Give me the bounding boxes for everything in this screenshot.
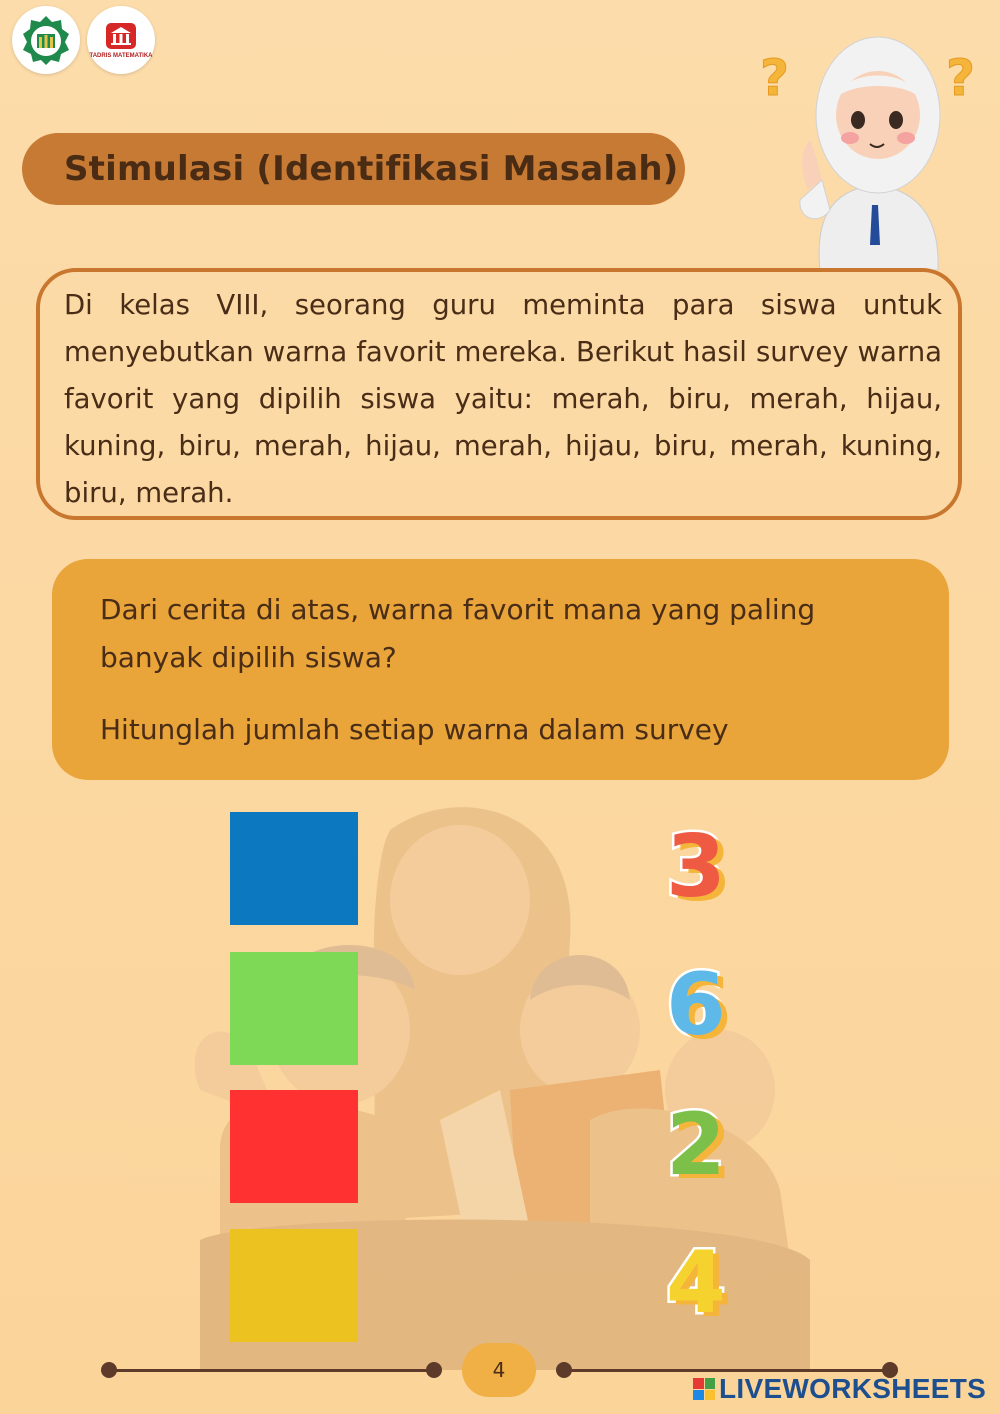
count-biru: 3 [666, 817, 726, 917]
brand-name: LIVEWORKSHEETS [719, 1373, 987, 1404]
logo-caption: TADRIS MATEMATIKA [89, 53, 153, 59]
svg-text:?: ? [946, 49, 976, 107]
liveworksheets-brand[interactable] [693, 1373, 986, 1405]
swatch-merah [230, 1090, 358, 1203]
institute-logo [12, 6, 80, 74]
page-number: 4 [462, 1343, 536, 1397]
liveworksheets-logo-icon [693, 1378, 715, 1400]
footer-line-right [565, 1369, 890, 1372]
section-title-pill [22, 133, 685, 205]
section-title: Stimulasi (Identifikasi Masalah) [64, 149, 679, 189]
story-text: Di kelas VIII, seorang guru meminta para siswa untuk menyebutkan warna favorit mereka. Berikut hasil survey warna favorit yang dipilih siswa yaitu: merah, biru, merah, hijau, kuning, biru, merah, hijau, merah, hijau, biru, merah, kuning, biru, merah. [64, 289, 942, 509]
footer-dot [426, 1362, 442, 1378]
svg-text:?: ? [760, 49, 790, 107]
swatch-hijau [230, 952, 358, 1065]
count-kuning: 4 [666, 1233, 726, 1333]
tadris-matematika-logo-icon [104, 21, 138, 51]
thinking-girl-illustration [760, 20, 990, 270]
count-merah: 2 [666, 1095, 726, 1195]
footer-dot [101, 1362, 117, 1378]
footer-dot [556, 1362, 572, 1378]
swatch-biru [230, 812, 358, 925]
footer-line-left [110, 1369, 435, 1372]
tadris-matematika-logo [87, 6, 155, 74]
count-hijau: 6 [666, 955, 726, 1055]
institute-emblem-icon [20, 14, 72, 66]
swatch-kuning [230, 1229, 358, 1342]
question-text: Dari cerita di atas, warna favorit mana yang paling banyak dipilih siswa? [100, 593, 816, 674]
instruction-text: Hitunglah jumlah setiap warna dalam survey [100, 713, 729, 746]
